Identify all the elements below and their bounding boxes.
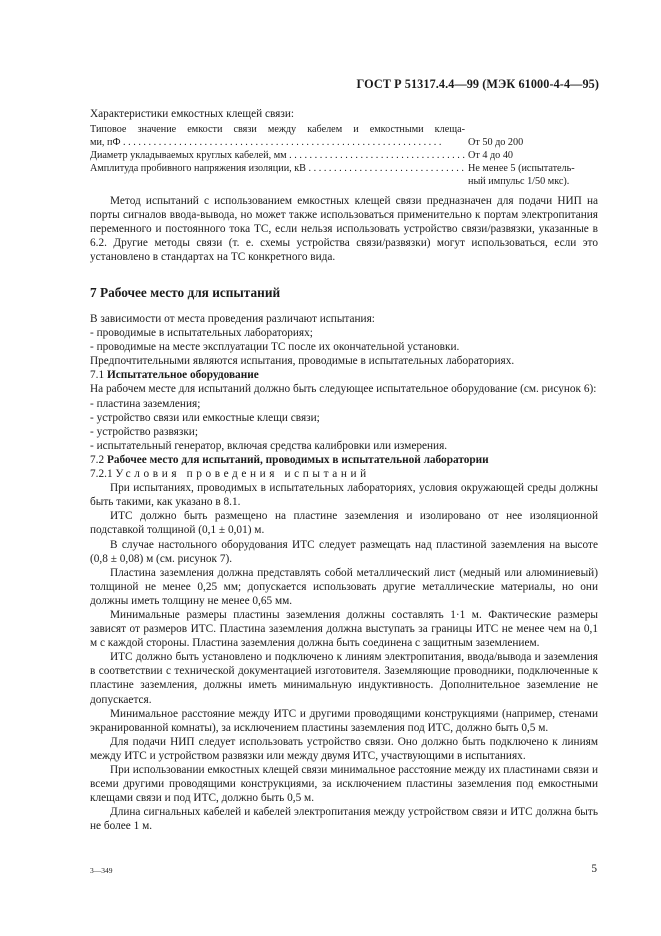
section-7-intro: В зависимости от места проведения различают испытания: — [90, 313, 375, 325]
spec-value-voltage-line2: ный импульс 1/50 мкс). — [468, 175, 570, 187]
standard-header: ГОСТ Р 51317.4.4—99 (МЭК 61000-4-4—95) — [356, 77, 599, 91]
page-number: 5 — [591, 863, 597, 875]
preferred-text: Предпочтительными являются испытания, проводимые в испытательных лабораториях. — [90, 355, 515, 368]
subsection-7-1-heading: 7.1 Испытательное оборудование — [90, 369, 259, 382]
paragraph: При использовании емкостных клещей связи минимальное расстояние между их пластинами связи и всеми другими проводящими конструкциями, за исключением пластины заземления под емкостными клещами связи и под ИТС, должно быть 0,5 м. — [90, 764, 598, 805]
spec-value-diameter: От 4 до 40 — [468, 149, 514, 161]
spec-label-capacitance-line2: ми, пФ — [90, 136, 121, 148]
section-7-title: 7 Рабочее место для испытаний — [90, 285, 281, 300]
spec-value-voltage-line1: Не менее 5 (испытатель- — [468, 162, 575, 174]
specs-title: Характеристики емкостных клещей связи: — [90, 108, 295, 120]
subsection-7-2-heading: 7.2 Рабочее место для испытаний, проводимых в испытательной лаборатории — [90, 453, 489, 466]
subsection-7-2-1-heading: 7.2.1 Условия проведения испытаний — [90, 468, 370, 481]
paragraph: Длина сигнальных кабелей и кабелей электропитания между устройством связи и ИТС должна быть не более 1 м. — [90, 806, 598, 833]
spec-label-capacitance-line1: Типовое значение емкости связи между кабелем и емкостными клеща- — [90, 124, 465, 135]
method-paragraph: Метод испытаний с использованием емкостных клещей связи предназначен для подачи НИП на порты сигналов ввода-вывода, но может также использоваться применительно к портам электропитания переменного и постоянного тока ТС, если нельзя использовать устройство связи/развязки, указанные в 6.2. Другие методы связи (т. е. схемы устройства связи/развязки) могут использоваться, если это установлено в стандартах на ТС конкретного вида. — [90, 195, 598, 264]
spec-label-voltage: Амплитуда пробивного напряжения изоляции, кВ — [90, 162, 306, 174]
paragraph: Пластина заземления должна представлять собой металлический лист (медный или алюминиевый) толщиной не менее 0,25 мм; допускается использовать другие металлические материалы, но они должны иметь толщину не менее 0,65 мм. — [90, 566, 598, 607]
specs-table — [90, 124, 598, 189]
spec-row-voltage — [90, 163, 598, 189]
list-item: - проводимые в испытательных лабораториях; — [90, 327, 313, 340]
list-item: - испытательный генератор, включая средства калибровки или измерения. — [90, 439, 448, 452]
list-item: - устройство развязки; — [90, 425, 198, 438]
spec-row-capacitance — [90, 124, 598, 150]
list-item: - устройство связи или емкостные клещи связи; — [90, 411, 320, 424]
spec-row-diameter — [90, 150, 598, 163]
paragraph: ИТС должно быть установлено и подключено к линиям электропитания, ввода/вывода и заземления в соответствии с технической документацией изготовителя. Заземляющие проводники, подключенные к пластине заземления, должны иметь минимальную индуктивность. Дополнительное заземление не допускается. — [90, 651, 598, 706]
section-7-body — [90, 312, 598, 833]
paragraph: При испытаниях, проводимых в испытательных лабораториях, условия окружающей среды должны быть такими, как указано в 8.1. — [90, 482, 598, 509]
paragraph: ИТС должно быть размещено на пластине заземления и изолировано от нее изоляционной подставкой толщиной (0,1 ± 0,01) м. — [90, 510, 598, 537]
print-code: 3—349 — [90, 866, 113, 875]
list-item: - проводимые на месте эксплуатации ТС после их окончательной установки. — [90, 341, 460, 354]
paragraph: Минимальное расстояние между ИТС и другими проводящими конструкциями (например, стенами экранированной комнаты), за исключением пластины заземления под ИТС, должно быть 0,5 м. — [90, 707, 598, 734]
spec-value-capacitance: От 50 до 200 — [468, 136, 524, 148]
paragraph: Для подачи НИП следует использовать устройство связи. Оно должно быть подключено к линиям между ИТС и устройством развязки или между двумя ИТС, участвующими в испытаниях. — [90, 735, 598, 762]
subsection-7-1-text: На рабочем месте для испытаний должно быть следующее испытательное оборудование (см. рисунок 6): — [90, 383, 597, 396]
paragraph: В случае настольного оборудования ИТС следует размещать над пластиной заземления на высоте (0,8 ± 0,08) м (см. рисунок 7). — [90, 538, 598, 565]
paragraph: Минимальные размеры пластины заземления должны составлять 1·1 м. Фактические размеры зависят от размеров ИТС. Пластина заземления должна выступать за границы ИТС не менее чем на 0,1 м с каждой стороны. Пластина заземления должна быть соединена с защитным заземлением. — [90, 608, 598, 650]
spec-label-diameter: Диаметр укладываемых круглых кабелей, мм — [90, 149, 287, 161]
list-item: - пластина заземления; — [90, 397, 201, 410]
